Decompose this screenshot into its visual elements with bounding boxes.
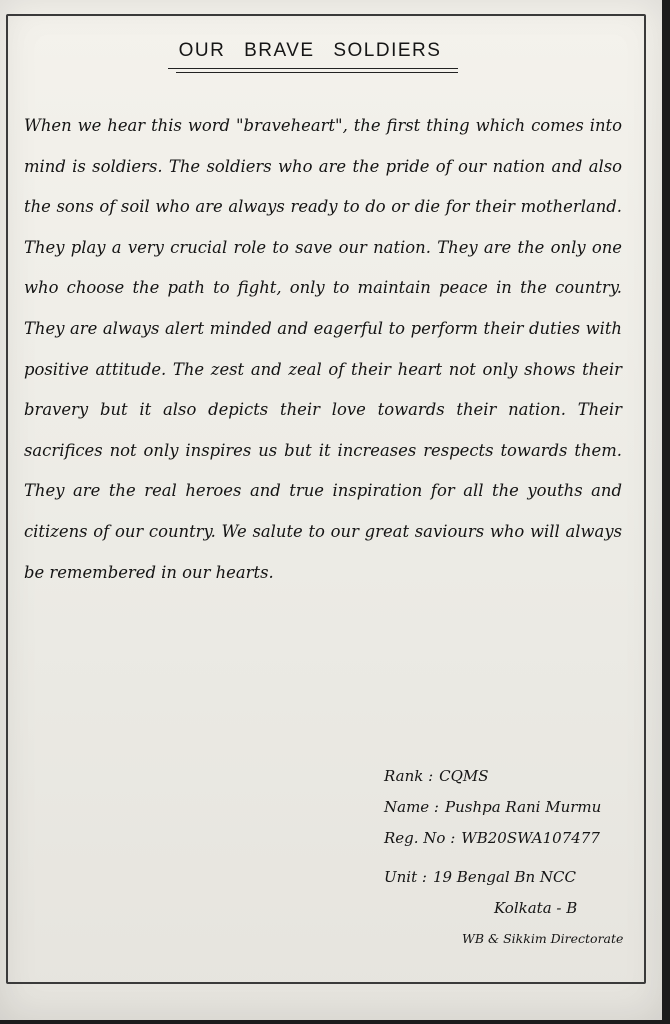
rank-row bbox=[384, 760, 646, 791]
city-row bbox=[384, 892, 646, 923]
city-value: Kolkata - B bbox=[494, 898, 578, 917]
directorate-row bbox=[384, 923, 646, 954]
rank-label: Rank : bbox=[384, 766, 434, 785]
unit-label: Unit : bbox=[384, 867, 427, 886]
name-row bbox=[384, 791, 646, 822]
unit-value: 19 Bengal Bn NCC bbox=[432, 867, 577, 886]
name-value: Pushpa Rani Murmu bbox=[445, 797, 602, 816]
name-label: Name : bbox=[384, 797, 439, 816]
regno-row bbox=[384, 822, 646, 853]
regno-value: WB20SWA107477 bbox=[461, 828, 600, 847]
directorate-value: WB & Sikkim Directorate bbox=[462, 931, 624, 946]
essay-body: When we hear this word "braveheart", the first thing which comes into mind is soldiers. The soldiers who are the pride of our nation and also the sons of soil who are always ready to do or die for their motherland. They play a very crucial role to save our nation. They are the only one who choose the path to fight, only to maintain peace in the country. They are always alert minded and eagerful to perform their duties with positive attitude. The zest and zeal of their heart not only shows their bravery but it also depicts their love towards their nation. Their sacrifices not only inspires us but it increases respects towards them. They are the real heroes and true inspiration for all the youths and citizens of our country. We salute to our great saviours who will always be remembered in our hearts. bbox=[24, 116, 622, 582]
regno-label: Reg. No : bbox=[384, 828, 456, 847]
essay-title: OUR BRAVE SOLDIERS bbox=[178, 40, 442, 61]
title-underline bbox=[168, 68, 458, 69]
rank-value: CQMS bbox=[439, 766, 489, 785]
signature-block bbox=[384, 760, 646, 954]
title-underline-second bbox=[176, 72, 458, 73]
unit-row bbox=[384, 861, 646, 892]
